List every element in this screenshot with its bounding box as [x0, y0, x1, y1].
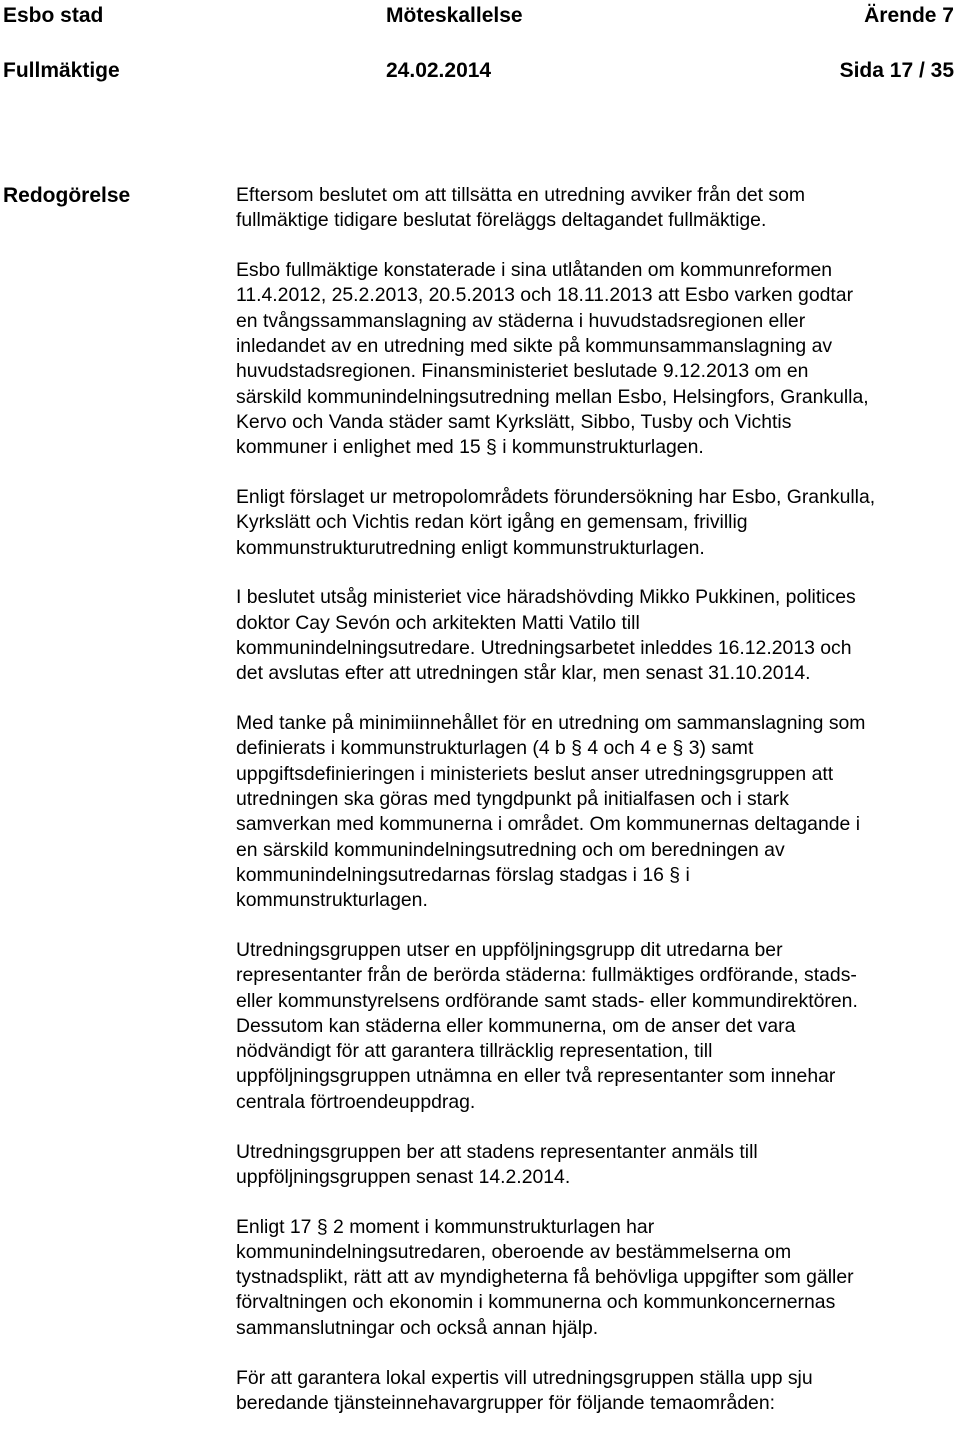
paragraph-2: Esbo fullmäktige konstaterade i sina utlåtanden om kommunreformen 11.4.2012, 25.2.2013, 20.5.2013 och 18.11.2013 att Esbo varken godtar en tvångssammanslagning av städerna i huvudstadsregionen eller inledandet av en utredning med sikte på kommunsammanslagning av huvudstadsregionen. Finansministeriet beslutade 9.12.2013 om en särskild kommunindelningsutredning mellan Esbo, Helsingfors, Grankulla, Kervo och Vanda städer samt Kyrkslätt, Sibbo, Tusby och Vichtis kommuner i enlighet med 15 § i kommunstrukturlagen. [236, 259, 869, 459]
body-text [236, 183, 958, 1441]
header-date: 24.02.2014 [386, 59, 492, 82]
paragraph-9: För att garantera lokal expertis vill utredningsgruppen ställa upp sju beredande tjänsteinnehavargrupper för följande temaområden: [236, 1366, 813, 1414]
header-body: Fullmäktige [3, 59, 120, 82]
paragraph-1: Eftersom beslutet om att tillsätta en utredning avviker från det som fullmäktige tidigare beslutat föreläggs deltagandet fullmäktige. [236, 184, 806, 232]
paragraph-3: Enligt förslaget ur metropolområdets förundersökning har Esbo, Grankulla, Kyrkslätt och Vichtis redan kört igång en gemensam, frivillig kommunstrukturutredning enligt kommunstrukturlagen. [236, 485, 876, 559]
header-page: Sida 17 / 35 [839, 59, 954, 82]
paragraph-6: Utredningsgruppen utser en uppföljningsgrupp dit utredarna ber representanter från de berörda städerna: fullmäktiges ordförande, stads- eller kommunstyrelsens ordförande samt stads- eller kommundirektören. Dessutom kan städerna eller kommunerna, om de anser det vara nödvändigt för att garantera tillräcklig representation, till uppföljningsgruppen utnämna en eller två representanter som innehar centrala förtroendeuppdrag. [236, 938, 858, 1113]
header-item: Ärende 7 [864, 4, 954, 27]
header-doc-type: Möteskallelse [386, 4, 523, 27]
paragraph-4: I beslutet utsåg ministeriet vice häradshövding Mikko Pukkinen, politices doktor Cay Sevón och arkitekten Matti Vatilo till kommunindelningsutredare. Utredningsarbetet inleddes 16.12.2013 och det avslutas efter att utredningen står klar, men senast 31.10.2014. [236, 586, 856, 685]
header-org: Esbo stad [3, 4, 104, 27]
paragraph-5: Med tanke på minimiinnehållet för en utredning om sammanslagning som definierats i kommunstrukturlagen (4 b § 4 och 4 e § 3) samt uppgiftsdefinieringen i ministeriets beslut anser utredningsgruppen att utredningen ska göras med tyngdpunkt på initialfasen och i stark samverkan med kommunerna i området. Om kommunernas deltagande i en särskild kommunindelningsutredning och om beredningen av kommunindelningsutredarnas förslag stadgas i 16 § i kommunstrukturlagen. [236, 712, 866, 912]
paragraph-8: Enligt 17 § 2 moment i kommunstrukturlagen har kommunindelningsutredaren, oberoende av bestämmelserna om tystnadsplikt, rätt att av myndigheterna få behövliga uppgifter som gäller förvaltningen och ekonomin i kommunerna och kommunkoncernernas sammanslutningar och också annan hjälp. [236, 1215, 854, 1339]
paragraph-7: Utredningsgruppen ber att stadens representanter anmäls till uppföljningsgruppen senast 14.2.2014. [236, 1140, 758, 1188]
section-label: Redogörelse [3, 184, 131, 207]
